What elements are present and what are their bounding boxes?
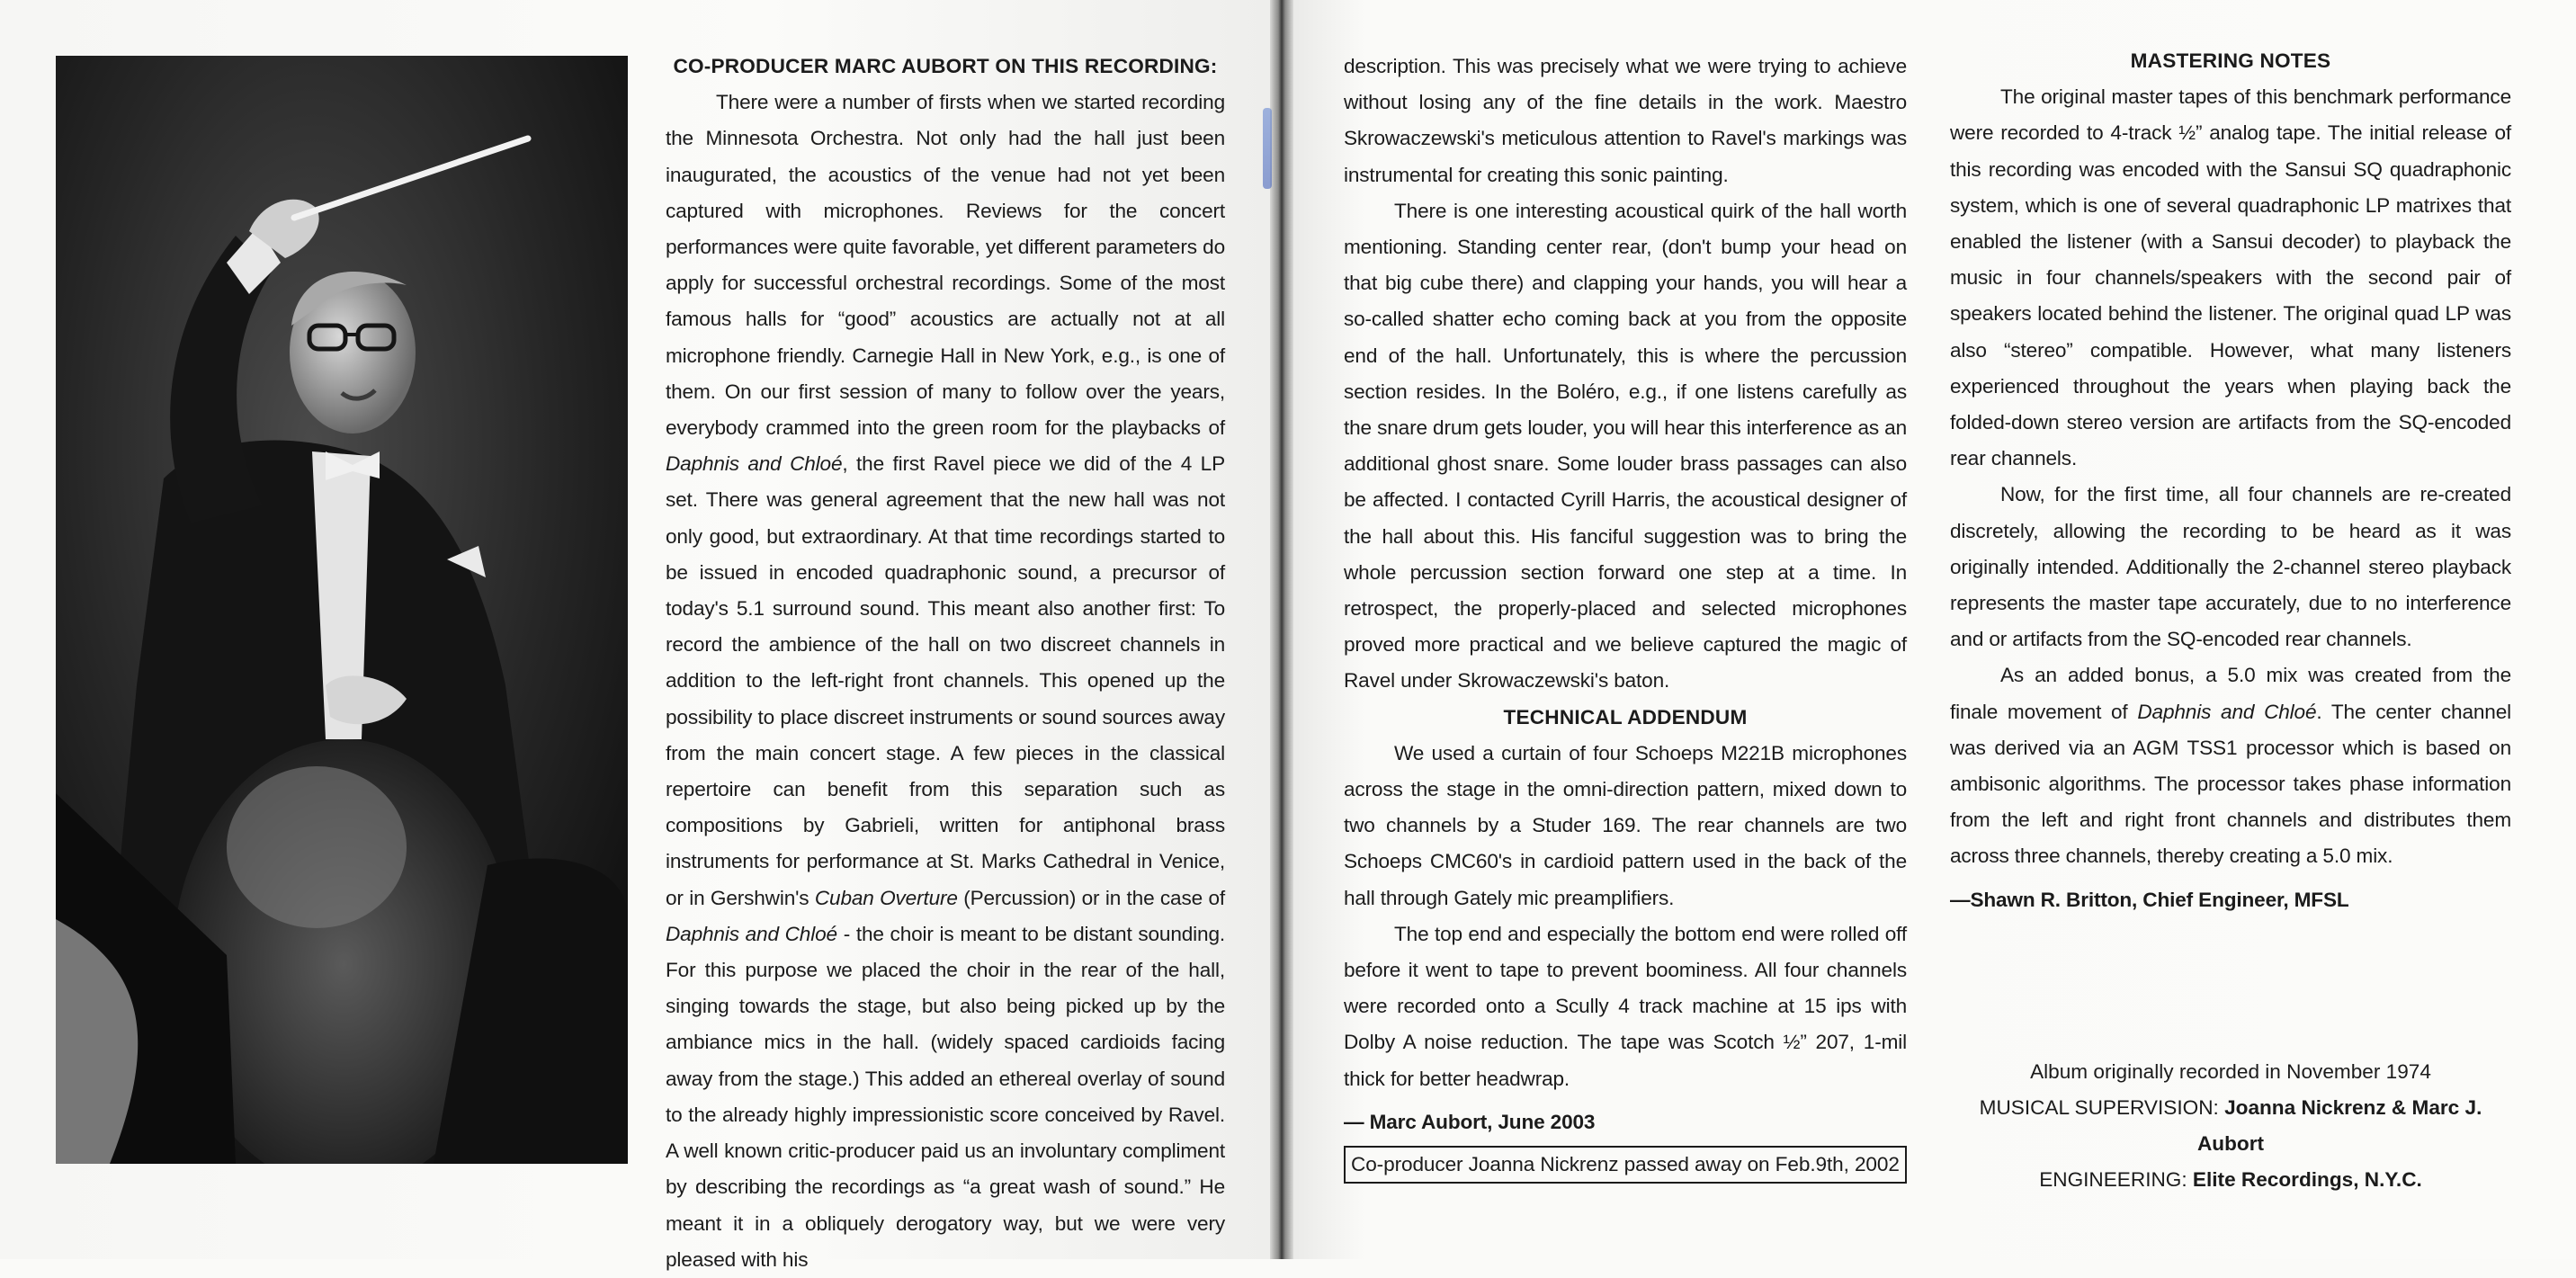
work-title: Cuban Overture (814, 886, 958, 909)
paragraph-master-tapes: The original master tapes of this benchmark performance were recorded to 4-track ½” analog tape. The initial release of this recording was encoded with the Sansui SQ quadraphonic system, which is one of several quadraphonic LP matrixes that enabled the listener (with a Sansui decoder) to playback the music in four channels/speakers with the second pair of speakers located behind the listener. The original quad LP was also “stereo” compatible. However, what many listeners experienced throughout the years when playing back the folded-down stereo version are artifacts from the SQ-encoded rear channels. (1950, 85, 2511, 470)
signature-shawn-britton: —Shawn R. Britton, Chief Engineer, MFSL (1950, 888, 2349, 911)
paragraph-recreated: Now, for the first time, all four channels are re-created discretely, allowing the recording to be heard as it was originally intended. Additionally the 2-channel stereo playback represents the master tape accurately, due to no interference and or artifacts from the SQ-encoded rear channels. (1950, 483, 2511, 651)
work-title: Daphnis and Chloé (666, 922, 837, 945)
paragraph-firsts: There were a number of firsts when we started recording the Minnesota Orchestra. Not only had the hall just been inaugurated, the acoustics of the venue had not yet been captured with microphones. Reviews for the concert performances were quite favorable, yet different parameters do apply for successful orchestral recordings. Some of the most famous halls for “good” acoustics are actually not at all microphone friendly. Carnegie Hall in New York, e.g., is one of them. On our first session of many to follow over the years, everybody crammed into the green room for the playbacks of Daphnis and Chloé, the first Ravel piece we did of the 4 LP set. There was general agreement that the new hall was not only good, but extraordinary. At that time recordings started to be issued in encoded quadraphonic sound, a precursor of today's 5.1 surround sound. This meant also another first: To record the ambience of the hall on two discreet channels in addition to the left-right front channels. This opened up the possibility to place discreet instruments or sound sources away from the main concert stage. A few pieces in the classical repertoire can benefit from this separation such as compositions by Gabrieli, written for antiphonal brass instruments for performance at St. Marks Cathedral in Venice, or in Gershwin's Cuban Overture (Percussion) or in the case of Daphnis and Chloé - the choir is meant to be distant sounding. For this purpose we placed the choir in the rear of the hall, singing towards the stage, but also being picked up by the ambiance mics in the hall. (widely spaced cardioids facing away from the stage.) This added an ethereal overlay of sound to the already highly impressionistic score conceived by Ravel. A well known critic-producer paid us an involuntary compliment by describing the recordings as “a great wash of sound.” He meant it in a obliquely derogatory way, but we were very pleased with his (666, 91, 1225, 1271)
paragraph-acoustical-quirk: There is one interesting acoustical quirk of the hall worth mentioning. Standing center rear, (don't bump your head on that big cube there) and clapping your hands, you will hear a so-called shatter echo coming back at you from the opposite end of the hall. Unfortunately, this is where the percussion section resides. In the Boléro, e.g., if one listens carefully as the snare drum gets louder, you will hear this interference as an additional ghost snare. Some louder brass passages can also be affected. I contacted Cyrill Harris, the acoustical designer of the hall about this. His fanciful suggestion was to bring the whole percussion section forward one step at a time. In retrospect, the properly-placed and selected microphones proved more practical and we believe captured the magic of Ravel under Skrowaczewski's baton. (1344, 199, 1907, 693)
paragraph-microphones: We used a curtain of four Schoeps M221B microphones across the stage in the omni-direction pattern, mixed down to two channels by a Studer 169. The rear channels are two Schoeps CMC60's in cardioid pattern used in the back of the hall through Gately mic preamplifiers. (1344, 741, 1907, 909)
column-right (1950, 43, 2511, 918)
paragraph-tape: The top end and especially the bottom end were rolled off before it went to tape to prevent boominess. All four channels were recorded onto a Scully 4 track machine at 15 ips with Dolby A noise reduction. The tape was Scotch ½” 207, 1-mil thick for better headwrap. (1344, 922, 1907, 1090)
heading-co-producer: CO-PRODUCER MARC AUBORT ON THIS RECORDING: (673, 55, 1218, 77)
spine-ink-mark (1263, 108, 1272, 189)
paragraph-bonus-mix: As an added bonus, a 5.0 mix was created from the finale movement of Daphnis and Chloé. The center channel was derived via an AGM TSS1 processor which is based on ambisonic algorithms. The processor takes phase information from the left and right front channels and distributes them across three channels, thereby creating a 5.0 mix. (1950, 664, 2511, 868)
signature-marc-aubort: — Marc Aubort, June 2003 (1344, 1110, 1596, 1133)
booklet-spine (1270, 0, 1293, 1259)
memorial-note-box: Co-producer Joanna Nickrenz passed away on Feb.9th, 2002 (1344, 1146, 1907, 1184)
work-title: Daphnis and Chloé (2137, 700, 2317, 723)
credit-engineering: ENGINEERING: Elite Recordings, N.Y.C. (2039, 1168, 2422, 1191)
paragraph-continued: description. This was precisely what we were trying to achieve without losing any of the fine details in the work. Maestro Skrowaczewski's meticulous attention to Ravel's markings was instrumental for creating this sonic painting. (1344, 55, 1907, 186)
column-left (666, 49, 1225, 1278)
heading-mastering-notes: MASTERING NOTES (2130, 49, 2331, 72)
album-credits (1950, 1054, 2511, 1198)
heading-technical-addendum: TECHNICAL ADDENDUM (1503, 705, 1748, 728)
credit-musical-supervision: MUSICAL SUPERVISION: Joanna Nickrenz & Marc J. Aubort (1979, 1096, 2482, 1155)
work-title: Daphnis and Chloé (666, 452, 843, 476)
column-middle (1344, 49, 1907, 1184)
credit-recorded: Album originally recorded in November 1974 (2030, 1060, 2431, 1083)
conductor-photo (56, 56, 628, 1164)
